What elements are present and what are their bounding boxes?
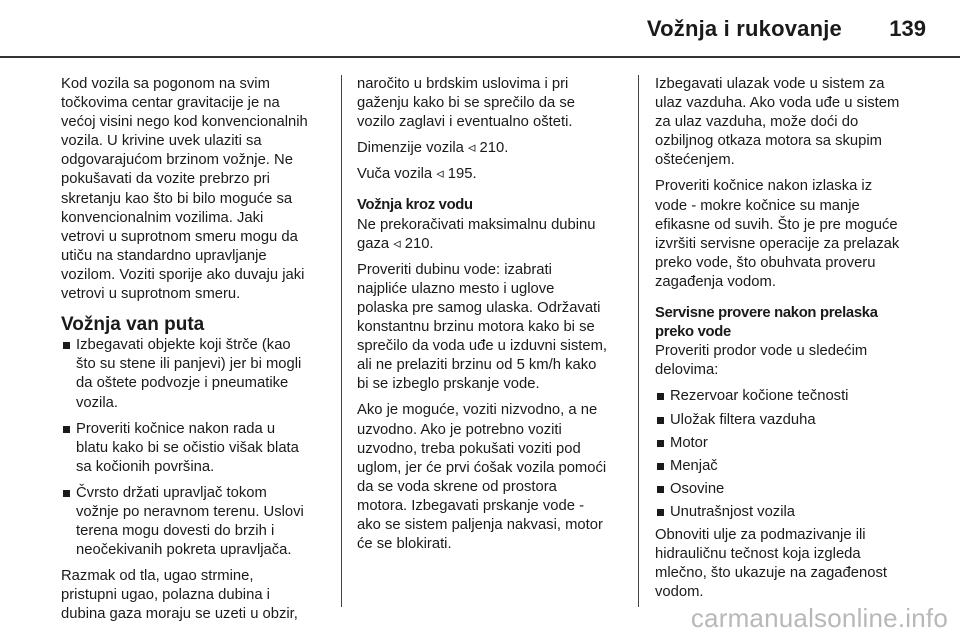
- dimensions-reference-link[interactable]: Dimenzije vozila ◃ 210.: [357, 140, 509, 157]
- header-divider: [0, 56, 960, 58]
- column-1: [61, 75, 337, 632]
- chapter-title: Vožnja i rukovanje: [646, 16, 842, 41]
- page-header: [0, 0, 960, 60]
- paragraph: Izbegavati ulazak vode u sistem za ulaz vazduha. Ako voda uđe u sistem za ulaz vazduha, može doći do ozbiljnog otkaza motora sa skupim oštećenjem.: [655, 76, 900, 169]
- list-item: Proveriti kočnice nakon rada u blatu kako bi se očistio višak blata sa kočionih površina.: [61, 420, 337, 477]
- paragraph: Ne prekoračivati maksimalnu dubinu gaza ◃ 210.: [357, 216, 596, 252]
- intro-paragraph: Kod vozila sa pogonom na svim točkovima centar gravitacije je na većoj visini nego kod konvencionalnih vozila. U krivine uvek ulaziti sa odgovarajućom brzinom vožnje. Ne pokušavati da vozite prebrzo pri skretanju kao što bi bilo moguće sa konvencionalnim vozilima. Jaki vetrovi u suprotnom smeru mogu da utiču na standardno upravljanje vozilom. Voziti sporije ako duvaju jaki vetrovi u suprotnom smeru.: [61, 76, 308, 303]
- list-item: Uložak filtera vazduha: [655, 411, 925, 430]
- list-item: Rezervoar kočione tečnosti: [655, 387, 925, 406]
- continuation-paragraph: naročito u brdskim uslovima i pri gaženju kako bi se sprečilo da se vozilo zaglavi i eventualno ošteti.: [357, 76, 575, 131]
- paragraph: Proveriti prodor vode u sledećim delovima:: [655, 343, 868, 379]
- subsection-title-water: Vožnja kroz vodu: [357, 197, 473, 214]
- paragraph: Proveriti dubinu vode: izabrati najpliće ulazno mesto i uglove polaska pre samog ulaska. Održavati konstantnu brzinu motora kako bi se sprečilo da voda uđe u izduvni sistem, ali ne prelaziti brzinu od 5 km/h kako bi se izbeglo prskanje vode.: [357, 261, 608, 393]
- closing-paragraph: Obnoviti ulje za podmazivanje ili hidrauličnu tečnost koja izgleda mlečno, što ukazuje na zagađenost vodom.: [655, 526, 887, 601]
- section-title-offroad: Vožnja van puta: [61, 314, 205, 336]
- column-3: [655, 75, 925, 609]
- page-number: 139: [889, 16, 926, 41]
- watermark: carmanualsonline.info: [690, 603, 948, 633]
- column-2: [357, 75, 627, 561]
- closing-paragraph: Razmak od tla, ugao strmine, pristupni ugao, polazna dubina i dubina gaza moraju se uzeti u obzir,: [61, 568, 298, 623]
- service-checks-list: [655, 387, 925, 522]
- paragraph: Ako je moguće, voziti nizvodno, a ne uzvodno. Ako je potrebno voziti uzvodno, treba pokušati voziti pod uglom, jer će prvi ćošak vozila pomoći da se voda skrene od prostora motora. Izbegavati prskanje vode - ako se sistem paljenja nakvasi, motor će se blokirati.: [357, 402, 607, 553]
- list-item: Čvrsto držati upravljač tokom vožnje po neravnom terenu. Uslovi terena mogu dovesti do brzih i neočekivanih pokreta upravljača.: [61, 484, 337, 560]
- list-item: Osovine: [655, 480, 925, 499]
- paragraph: Proveriti kočnice nakon izlaska iz vode - mokre kočnice su manje efikasne od suvih. Što je pre moguće izvršiti servisne operacije za prelazak preko vode, što obuhvata proveru zagađenja vodom.: [655, 178, 900, 290]
- offroad-bullet-list: [61, 336, 337, 560]
- subsection-title-service-checks: Servisne provere nakon prelaska preko vode: [655, 305, 878, 341]
- list-item: Motor: [655, 434, 925, 453]
- towing-reference-link[interactable]: Vuča vozila ◃ 195.: [357, 166, 477, 183]
- list-item: Menjač: [655, 457, 925, 476]
- column-divider: [341, 75, 342, 607]
- list-item: Unutrašnjost vozila: [655, 503, 925, 522]
- column-divider: [638, 75, 639, 607]
- list-item: Izbegavati objekte koji štrče (kao što su stene ili panjevi) jer bi mogli da oštete podvozje i pneumatike vozila.: [61, 336, 337, 412]
